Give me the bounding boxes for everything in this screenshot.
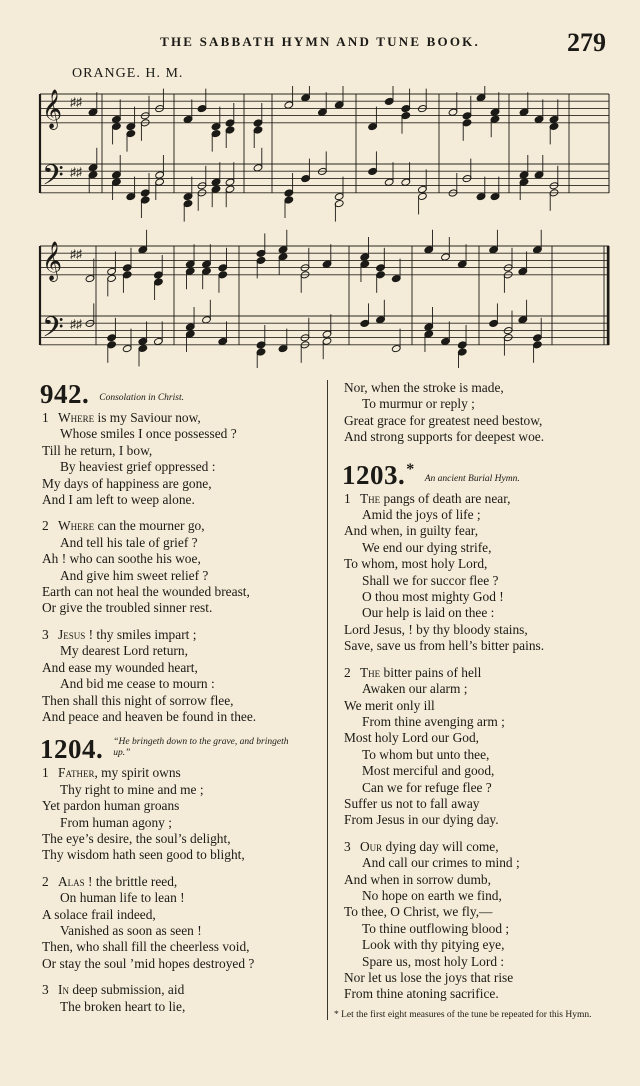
hymn-heading (40, 380, 315, 408)
verse-line: 1 The pangs of death are near, (344, 490, 511, 506)
stanza-number: 1 (344, 490, 351, 506)
verse-line: 2 Where can the mourner go, (42, 518, 205, 534)
hymn-subtitle: “He bringeth down to the grave, and bringeth up.” (113, 737, 289, 759)
verse-line: My days of happiness are gone, (42, 475, 212, 491)
hymn-number: 1204. (40, 734, 104, 765)
verse-line: Then, who shall fill the cheerless void, (42, 939, 250, 955)
stanza-number: 3 (42, 626, 49, 642)
verse-line: Look with thy pitying eye, (362, 937, 505, 953)
stanza (40, 518, 315, 616)
verse-line: Then shall this night of sorrow flee, (42, 692, 234, 708)
hymn-stanzas-continued (342, 380, 618, 446)
verse-line: And give him sweet relief ? (60, 567, 209, 583)
running-title: THE SABBATH HYMN AND TUNE BOOK. (160, 34, 480, 49)
verse-line: On human life to lean ! (60, 890, 185, 906)
bass-clef: 𝄢 (42, 159, 64, 199)
verse-line: And when in sorrow dumb, (344, 871, 491, 887)
footnote: * Let the first eight measures of the tune be repeated for this Hymn. (334, 1010, 592, 1020)
verse-line: We merit only ill (344, 697, 435, 713)
key-signature: ♯♯ (70, 165, 82, 179)
key-signature: ♯♯ (70, 95, 82, 109)
verse-line: 3 Our dying day will come, (344, 838, 499, 854)
verse-line: Nor let us lose the joys that rise (344, 970, 514, 985)
verse-line: To whom but unto thee, (362, 746, 490, 762)
treble-clef: 𝄞 (42, 241, 63, 281)
verse-line: The broken heart to lie, (60, 998, 186, 1014)
verse-line: And peace and heaven be found in thee. (42, 708, 257, 724)
verse-line: O thou most mighty God ! (362, 589, 504, 605)
verse-line: From thine avenging arm ; (362, 713, 505, 729)
verse-line: Amid the joys of life ; (362, 507, 481, 523)
stanza (342, 380, 618, 446)
stanza (342, 839, 618, 1003)
verse-line: Save, save us from hell’s bitter pains. (344, 638, 545, 654)
verse-line: Lord Jesus, ! by thy bloody stains, (344, 621, 528, 637)
verse-line: Shall we for succor flee ? (362, 572, 499, 588)
verse-line: Our help is laid on thee : (362, 605, 495, 621)
verse-line: Till he return, I bow, (42, 442, 153, 458)
verse-line: My dearest Lord return, (60, 643, 188, 659)
hymn-number: 1203.* (342, 459, 415, 490)
verse-line: From human agony ; (60, 814, 172, 830)
hymn-number: 942. (40, 379, 90, 409)
hymn-1204 (40, 735, 315, 1015)
hymn-942 (40, 380, 315, 725)
verse-line: To thine outflowing blood ; (362, 920, 510, 936)
verse-line: No hope on earth we find, (362, 887, 502, 903)
verse-line: Nor, when the stroke is made, (344, 380, 504, 395)
verse-line: And strong supports for deepest woe. (344, 429, 545, 445)
verse-line: Spare us, most holy Lord : (362, 953, 505, 969)
verse-line: 3 Jesus ! thy smiles impart ; (42, 626, 197, 642)
verse-line: Thy right to mine and me ; (60, 781, 204, 797)
stanza (40, 410, 315, 508)
verse-line: Most holy Lord our God, (344, 730, 480, 746)
verse-line: To murmur or reply ; (362, 396, 475, 412)
verse-line: Or stay the soul ’mid hopes destroyed ? (42, 955, 255, 971)
verse-line: And ease my wounded heart, (42, 659, 198, 675)
stanza (40, 627, 315, 725)
verse-line: To whom, most holy Lord, (344, 556, 488, 572)
stanza-number: 3 (42, 982, 49, 998)
stanza (342, 491, 618, 655)
verse-line: The eye’s desire, the soul’s delight, (42, 830, 231, 846)
tune-name: ORANGE. H. M. (72, 66, 184, 81)
key-signature: ♯♯ (70, 247, 82, 261)
verse-line: Awaken our alarm ; (362, 681, 468, 697)
stanza (342, 665, 618, 829)
stanza-number: 3 (344, 838, 351, 854)
verse-line: 2 The bitter pains of hell (344, 664, 482, 680)
verse-line: Yet pardon human groans (42, 798, 180, 814)
hymn-stanzas (40, 765, 315, 1015)
verse-line: And I am left to weep alone. (42, 492, 195, 508)
stanza (40, 874, 315, 972)
verse-line: And tell his tale of grief ? (60, 534, 198, 550)
verse-line: From thine atoning sacrifice. (344, 986, 499, 1002)
page-number: 279 (567, 28, 606, 57)
verse-line: Can we for refuge flee ? (362, 779, 492, 795)
hymn-stanzas (342, 491, 618, 1003)
verse-line: Most merciful and good, (362, 763, 495, 779)
verse-line: Great grace for greatest need bestow, (344, 412, 543, 428)
verse-line: 2 Alas ! the brittle reed, (42, 873, 178, 889)
hymn-1203 (342, 456, 618, 1003)
left-column (40, 380, 315, 1025)
music-score (34, 86, 614, 368)
verse-line: Vanished as soon as seen ! (60, 922, 202, 938)
stanza-number: 2 (42, 518, 49, 534)
hymn-heading (40, 735, 315, 763)
verse-line: From Jesus in our dying day. (344, 812, 499, 828)
treble-clef: 𝄞 (42, 89, 63, 129)
verse-line: By heaviest grief oppressed : (60, 459, 216, 475)
verse-line: Suffer us not to fall away (344, 795, 480, 811)
verse-line: 1 Father, my spirit owns (42, 765, 181, 781)
verse-line: Ah ! who can soothe his woe, (42, 551, 201, 567)
verse-line: Thy wisdom hath seen good to blight, (42, 847, 245, 863)
verse-line: 3 In deep submission, aid (42, 982, 185, 998)
verse-line: A solace frail indeed, (42, 906, 156, 922)
verse-line: And when, in guilty fear, (344, 523, 479, 539)
hymn-subtitle: Consolation in Christ. (99, 393, 184, 403)
stanza-number: 2 (42, 873, 49, 889)
stanza-number: 1 (42, 410, 49, 425)
hymn-stanzas (40, 410, 315, 725)
stanza-number: 2 (344, 664, 351, 680)
verse-line: And bid me cease to mourn : (60, 676, 215, 692)
hymn-heading (342, 456, 618, 489)
column-divider (327, 380, 328, 1020)
stanza-number: 1 (42, 765, 49, 781)
verse-line: To thee, O Christ, we fly,— (344, 904, 493, 920)
hymn-subtitle: An ancient Burial Hymn. (424, 473, 520, 484)
verse-line: Earth can not heal the wounded breast, (42, 584, 250, 600)
verse-line: Or give the troubled sinner rest. (42, 600, 213, 616)
key-signature: ♯♯ (70, 317, 82, 331)
verse-line: We end our dying strife, (362, 539, 492, 555)
verse-line: And call our crimes to mind ; (362, 855, 520, 871)
stanza (40, 765, 315, 863)
right-column (342, 380, 618, 1013)
verse-line: 1 Where is my Saviour now, (42, 410, 201, 425)
stanza (40, 982, 315, 1015)
verse-line: Whose smiles I once possessed ? (60, 426, 237, 442)
bass-clef: 𝄢 (42, 311, 64, 351)
